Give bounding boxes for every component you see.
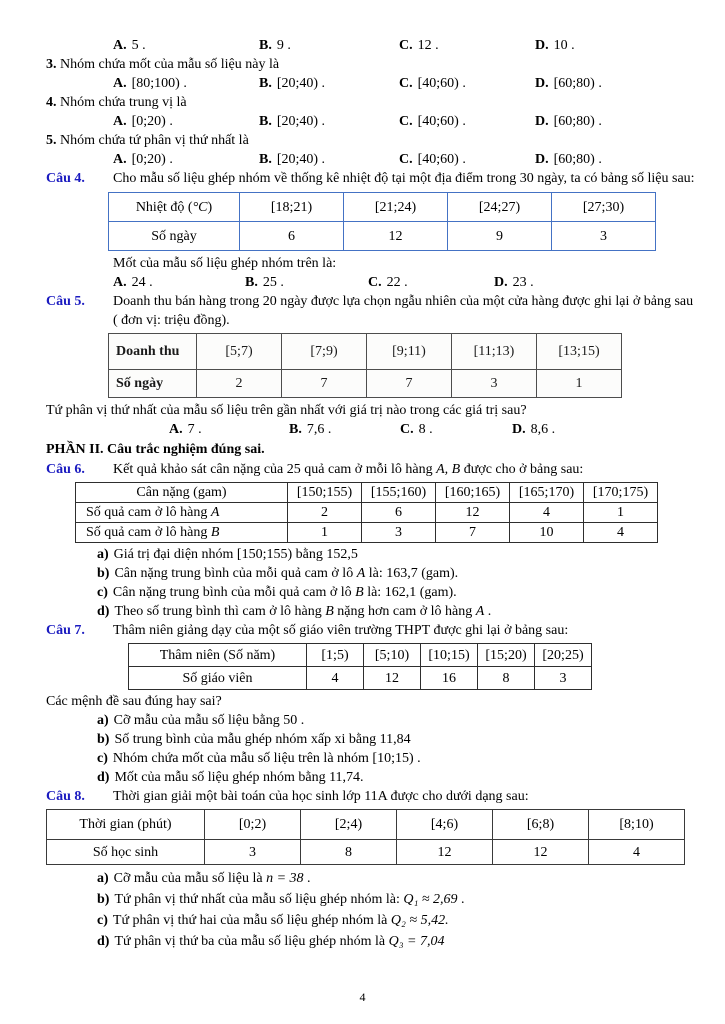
table-row bbox=[47, 840, 685, 865]
option-d bbox=[535, 74, 695, 93]
statement-c: c) Cân nặng trung bình của mỗi quả cam ở lô B là: 162,1 (gam). bbox=[97, 585, 457, 600]
table-row bbox=[76, 483, 658, 503]
table-row bbox=[109, 334, 622, 370]
option-letter: A. bbox=[113, 38, 127, 53]
question-label: Câu 5. bbox=[46, 294, 85, 309]
table-cell: 10 bbox=[510, 523, 584, 543]
option-value: [40;60) . bbox=[417, 76, 466, 91]
option-d bbox=[535, 112, 695, 131]
table-cell: [10;15) bbox=[421, 644, 478, 667]
table-cell: 7 bbox=[282, 370, 367, 398]
option-value: [60;80) . bbox=[553, 114, 602, 129]
question-text: Doanh thu bán hàng trong 20 ngày được lựa chọn ngẫu nhiên của một cửa hàng được ghi lại ở bảng sau ( đơn vị: triệu đồng). bbox=[113, 294, 694, 328]
table-cell: 3 bbox=[205, 840, 301, 865]
table-cell: 3 bbox=[552, 222, 656, 251]
table-cell: 12 bbox=[344, 222, 448, 251]
table-cell: [13;15) bbox=[537, 334, 622, 370]
option-letter: D. bbox=[535, 114, 549, 129]
option-letter: A. bbox=[113, 152, 127, 167]
table-cell: [8;10) bbox=[589, 810, 685, 840]
table-cell: [170;175) bbox=[584, 483, 658, 503]
statement-d: d) Theo số trung bình thì cam ở lô hàng B nặng hơn cam ở lô hàng A . bbox=[97, 604, 492, 619]
table-cell: Số học sinh bbox=[47, 840, 205, 865]
table-cell: Nhiệt độ (°C) bbox=[109, 193, 240, 222]
question-text: Cho mẫu số liệu ghép nhóm về thống kê nhiệt độ tại một địa điểm trong 30 ngày, ta có bảng số liệu sau: bbox=[113, 171, 695, 186]
option-a: A. 24 . bbox=[113, 275, 153, 290]
statement-a: a) Cỡ mẫu của mẫu số liệu bằng 50 . bbox=[97, 713, 305, 728]
table-cell: 1 bbox=[288, 523, 362, 543]
table-cell: 3 bbox=[452, 370, 537, 398]
option-b bbox=[259, 36, 399, 55]
table-cell: Số ngày bbox=[109, 222, 240, 251]
option-letter: B. bbox=[259, 38, 272, 53]
option-value: 5 . bbox=[131, 38, 146, 53]
subquestion-text: Nhóm chứa mốt của mẫu số liệu này là bbox=[56, 57, 280, 72]
option-value: [40;60) . bbox=[417, 152, 466, 167]
option-d: D. 23 . bbox=[494, 275, 534, 290]
option-a bbox=[113, 150, 259, 169]
option-a: A. 7 . bbox=[169, 422, 202, 437]
table-row bbox=[76, 503, 658, 523]
table-cell: 7 bbox=[367, 370, 452, 398]
subquestion-text: Nhóm chứa tứ phân vị thứ nhất là bbox=[56, 133, 249, 148]
option-value: [60;80) . bbox=[553, 76, 602, 91]
option-b bbox=[259, 150, 399, 169]
table-cell: 1 bbox=[584, 503, 658, 523]
statement-b: b) Số trung bình của mẫu ghép nhóm xấp xi bằng 11,84 bbox=[97, 732, 411, 747]
question-text: Thời gian giải một bài toán của học sinh lớp 11A được cho dưới dạng sau: bbox=[113, 789, 529, 804]
option-value: [20;40) . bbox=[276, 76, 326, 91]
table-cell: 7 bbox=[436, 523, 510, 543]
question-cau8 bbox=[46, 787, 695, 952]
option-value: [40;60) . bbox=[417, 114, 466, 129]
table-cell: [5;7) bbox=[197, 334, 282, 370]
table-cell: Doanh thu bbox=[109, 334, 197, 370]
section-heading: PHẦN II. Câu trắc nghiệm đúng sai. bbox=[46, 442, 265, 457]
option-c bbox=[399, 36, 535, 55]
table-cell: Số quả cam ở lô hàng B bbox=[76, 523, 288, 543]
answer-options-row bbox=[169, 420, 695, 439]
option-value: [80;100) . bbox=[131, 76, 187, 91]
table-cell: [11;13) bbox=[452, 334, 537, 370]
cau7-frequency-table bbox=[128, 643, 592, 690]
table-cell: [9;11) bbox=[367, 334, 452, 370]
table-cell: 2 bbox=[197, 370, 282, 398]
table-row bbox=[109, 193, 656, 222]
option-letter: C. bbox=[399, 152, 413, 167]
table-cell: 4 bbox=[589, 840, 685, 865]
table-cell: 9 bbox=[448, 222, 552, 251]
cau4-frequency-table bbox=[108, 192, 656, 251]
table-cell: Cân nặng (gam) bbox=[76, 483, 288, 503]
page-number: 4 bbox=[359, 990, 366, 1004]
table-cell: [18;21) bbox=[240, 193, 344, 222]
option-b bbox=[259, 112, 399, 131]
table-cell: 12 bbox=[493, 840, 589, 865]
table-cell: 6 bbox=[240, 222, 344, 251]
cau8-frequency-table bbox=[46, 809, 685, 865]
answer-options-row bbox=[113, 112, 695, 131]
table-cell: [150;155) bbox=[288, 483, 362, 503]
question-prompt: Mốt của mẫu số liệu ghép nhóm trên là: bbox=[113, 256, 337, 271]
question-text: Kết quả khảo sát cân nặng của 25 quả cam ở mỗi lô hàng A, B được cho ở bảng sau: bbox=[113, 462, 584, 477]
table-cell: Thâm niên (Số năm) bbox=[129, 644, 307, 667]
subquestion-text: Nhóm chứa trung vị là bbox=[56, 95, 187, 110]
statement-b: b) Cân nặng trung bình của mỗi quả cam ở lô A là: 163,7 (gam). bbox=[97, 566, 459, 581]
option-b: B. 7,6 . bbox=[289, 422, 332, 437]
table-cell: [27;30) bbox=[552, 193, 656, 222]
table-cell: [5;10) bbox=[364, 644, 421, 667]
option-value: [60;80) . bbox=[553, 152, 602, 167]
option-c: C. 8 . bbox=[400, 422, 433, 437]
subquestion-3 bbox=[46, 55, 695, 74]
question-cau7 bbox=[46, 621, 695, 787]
table-cell: [15;20) bbox=[478, 644, 535, 667]
subquestion-number: 3. bbox=[46, 57, 57, 72]
question-label: Câu 4. bbox=[46, 171, 85, 186]
option-letter: C. bbox=[399, 38, 413, 53]
option-c bbox=[399, 74, 535, 93]
question-label: Câu 8. bbox=[46, 789, 85, 804]
option-a bbox=[113, 36, 259, 55]
option-value: [0;20) . bbox=[131, 114, 173, 129]
cau5-frequency-table bbox=[108, 333, 622, 398]
question-cau4 bbox=[46, 169, 695, 292]
statement-a: a) Giá trị đại diện nhóm [150;155) bằng 152,5 bbox=[97, 547, 358, 562]
cau6-frequency-table bbox=[75, 482, 658, 543]
table-cell: 3 bbox=[362, 523, 436, 543]
option-d: D. 8,6 . bbox=[512, 422, 556, 437]
option-b bbox=[259, 74, 399, 93]
statement-c: c) Nhóm chứa mốt của mẫu số liệu trên là nhóm [10;15) . bbox=[97, 751, 421, 766]
question-prompt: Các mệnh đề sau đúng hay sai? bbox=[46, 694, 222, 709]
table-cell: [7;9) bbox=[282, 334, 367, 370]
option-letter: A. bbox=[113, 76, 127, 91]
table-cell: 4 bbox=[510, 503, 584, 523]
table-cell: [24;27) bbox=[448, 193, 552, 222]
option-a bbox=[113, 74, 259, 93]
table-cell: 12 bbox=[436, 503, 510, 523]
answer-options-row bbox=[113, 36, 695, 55]
option-c bbox=[399, 150, 535, 169]
option-value: 10 . bbox=[553, 38, 575, 53]
table-cell: [155;160) bbox=[362, 483, 436, 503]
table-cell: 12 bbox=[364, 667, 421, 690]
statement-d: d) Tứ phân vị thứ ba của mẫu số liệu ghép nhóm là Q₃ = 7,04 bbox=[97, 934, 445, 949]
option-c: C. 22 . bbox=[368, 275, 408, 290]
option-letter: C. bbox=[399, 76, 413, 91]
answer-options-row bbox=[113, 74, 695, 93]
option-value: 9 . bbox=[276, 38, 291, 53]
table-cell: Số ngày bbox=[109, 370, 197, 398]
table-cell: [6;8) bbox=[493, 810, 589, 840]
statement-a: a) Cỡ mẫu của mẫu số liệu là n = 38 . bbox=[97, 871, 311, 886]
table-cell: 4 bbox=[307, 667, 364, 690]
table-cell: 8 bbox=[301, 840, 397, 865]
option-letter: D. bbox=[535, 38, 549, 53]
table-row bbox=[109, 222, 656, 251]
table-cell: [21;24) bbox=[344, 193, 448, 222]
table-cell: [20;25) bbox=[535, 644, 592, 667]
answer-options-row bbox=[113, 150, 695, 169]
table-cell: 4 bbox=[584, 523, 658, 543]
table-cell: [4;6) bbox=[397, 810, 493, 840]
table-cell: [2;4) bbox=[301, 810, 397, 840]
answer-options-row bbox=[113, 273, 695, 292]
table-cell: [0;2) bbox=[205, 810, 301, 840]
subquestion-number: 5. bbox=[46, 133, 57, 148]
question-label: Câu 7. bbox=[46, 623, 85, 638]
table-row bbox=[129, 667, 592, 690]
table-cell: 6 bbox=[362, 503, 436, 523]
option-value: [0;20) . bbox=[131, 152, 173, 167]
question-text: Thâm niên giảng dạy của một số giáo viên trường THPT được ghi lại ở bảng sau: bbox=[113, 623, 569, 638]
option-value: [20;40) . bbox=[276, 114, 326, 129]
table-cell: 8 bbox=[478, 667, 535, 690]
table-cell: 16 bbox=[421, 667, 478, 690]
table-cell: [1;5) bbox=[307, 644, 364, 667]
table-cell: Thời gian (phút) bbox=[47, 810, 205, 840]
option-letter: A. bbox=[113, 114, 127, 129]
table-cell: 12 bbox=[397, 840, 493, 865]
table-cell: 1 bbox=[537, 370, 622, 398]
subquestion-5 bbox=[46, 131, 695, 150]
option-letter: D. bbox=[535, 152, 549, 167]
option-value: [20;40) . bbox=[276, 152, 326, 167]
option-letter: B. bbox=[259, 114, 272, 129]
question-prompt: Tứ phân vị thứ nhất của mẫu số liệu trên gần nhất với giá trị nào trong các giá trị sau? bbox=[46, 403, 527, 418]
table-row bbox=[47, 810, 685, 840]
table-row bbox=[129, 644, 592, 667]
subquestion-number: 4. bbox=[46, 95, 57, 110]
option-a bbox=[113, 112, 259, 131]
table-row bbox=[76, 523, 658, 543]
option-d bbox=[535, 36, 695, 55]
table-cell: Số giáo viên bbox=[129, 667, 307, 690]
table-cell: Số quả cam ở lô hàng A bbox=[76, 503, 288, 523]
question-label: Câu 6. bbox=[46, 462, 85, 477]
option-value: 12 . bbox=[417, 38, 439, 53]
statement-c: c) Tứ phân vị thứ hai của mẫu số liệu ghép nhóm là Q₂ ≈ 5,42. bbox=[97, 913, 449, 928]
table-cell: 3 bbox=[535, 667, 592, 690]
option-letter: C. bbox=[399, 114, 413, 129]
table-row bbox=[109, 370, 622, 398]
option-letter: B. bbox=[259, 152, 272, 167]
table-cell: 2 bbox=[288, 503, 362, 523]
option-letter: B. bbox=[259, 76, 272, 91]
statement-b: b) Tứ phân vị thứ nhất của mẫu số liệu ghép nhóm là: Q₁ ≈ 2,69 . bbox=[97, 892, 465, 907]
question-cau6 bbox=[46, 460, 695, 621]
statement-d: d) Mốt của mẫu số liệu ghép nhóm bằng 11,74. bbox=[97, 770, 364, 785]
question-cau5 bbox=[46, 292, 695, 439]
option-d bbox=[535, 150, 695, 169]
option-b: B. 25 . bbox=[245, 275, 284, 290]
option-c bbox=[399, 112, 535, 131]
subquestion-4 bbox=[46, 93, 695, 112]
table-cell: [165;170) bbox=[510, 483, 584, 503]
option-letter: D. bbox=[535, 76, 549, 91]
table-cell: [160;165) bbox=[436, 483, 510, 503]
